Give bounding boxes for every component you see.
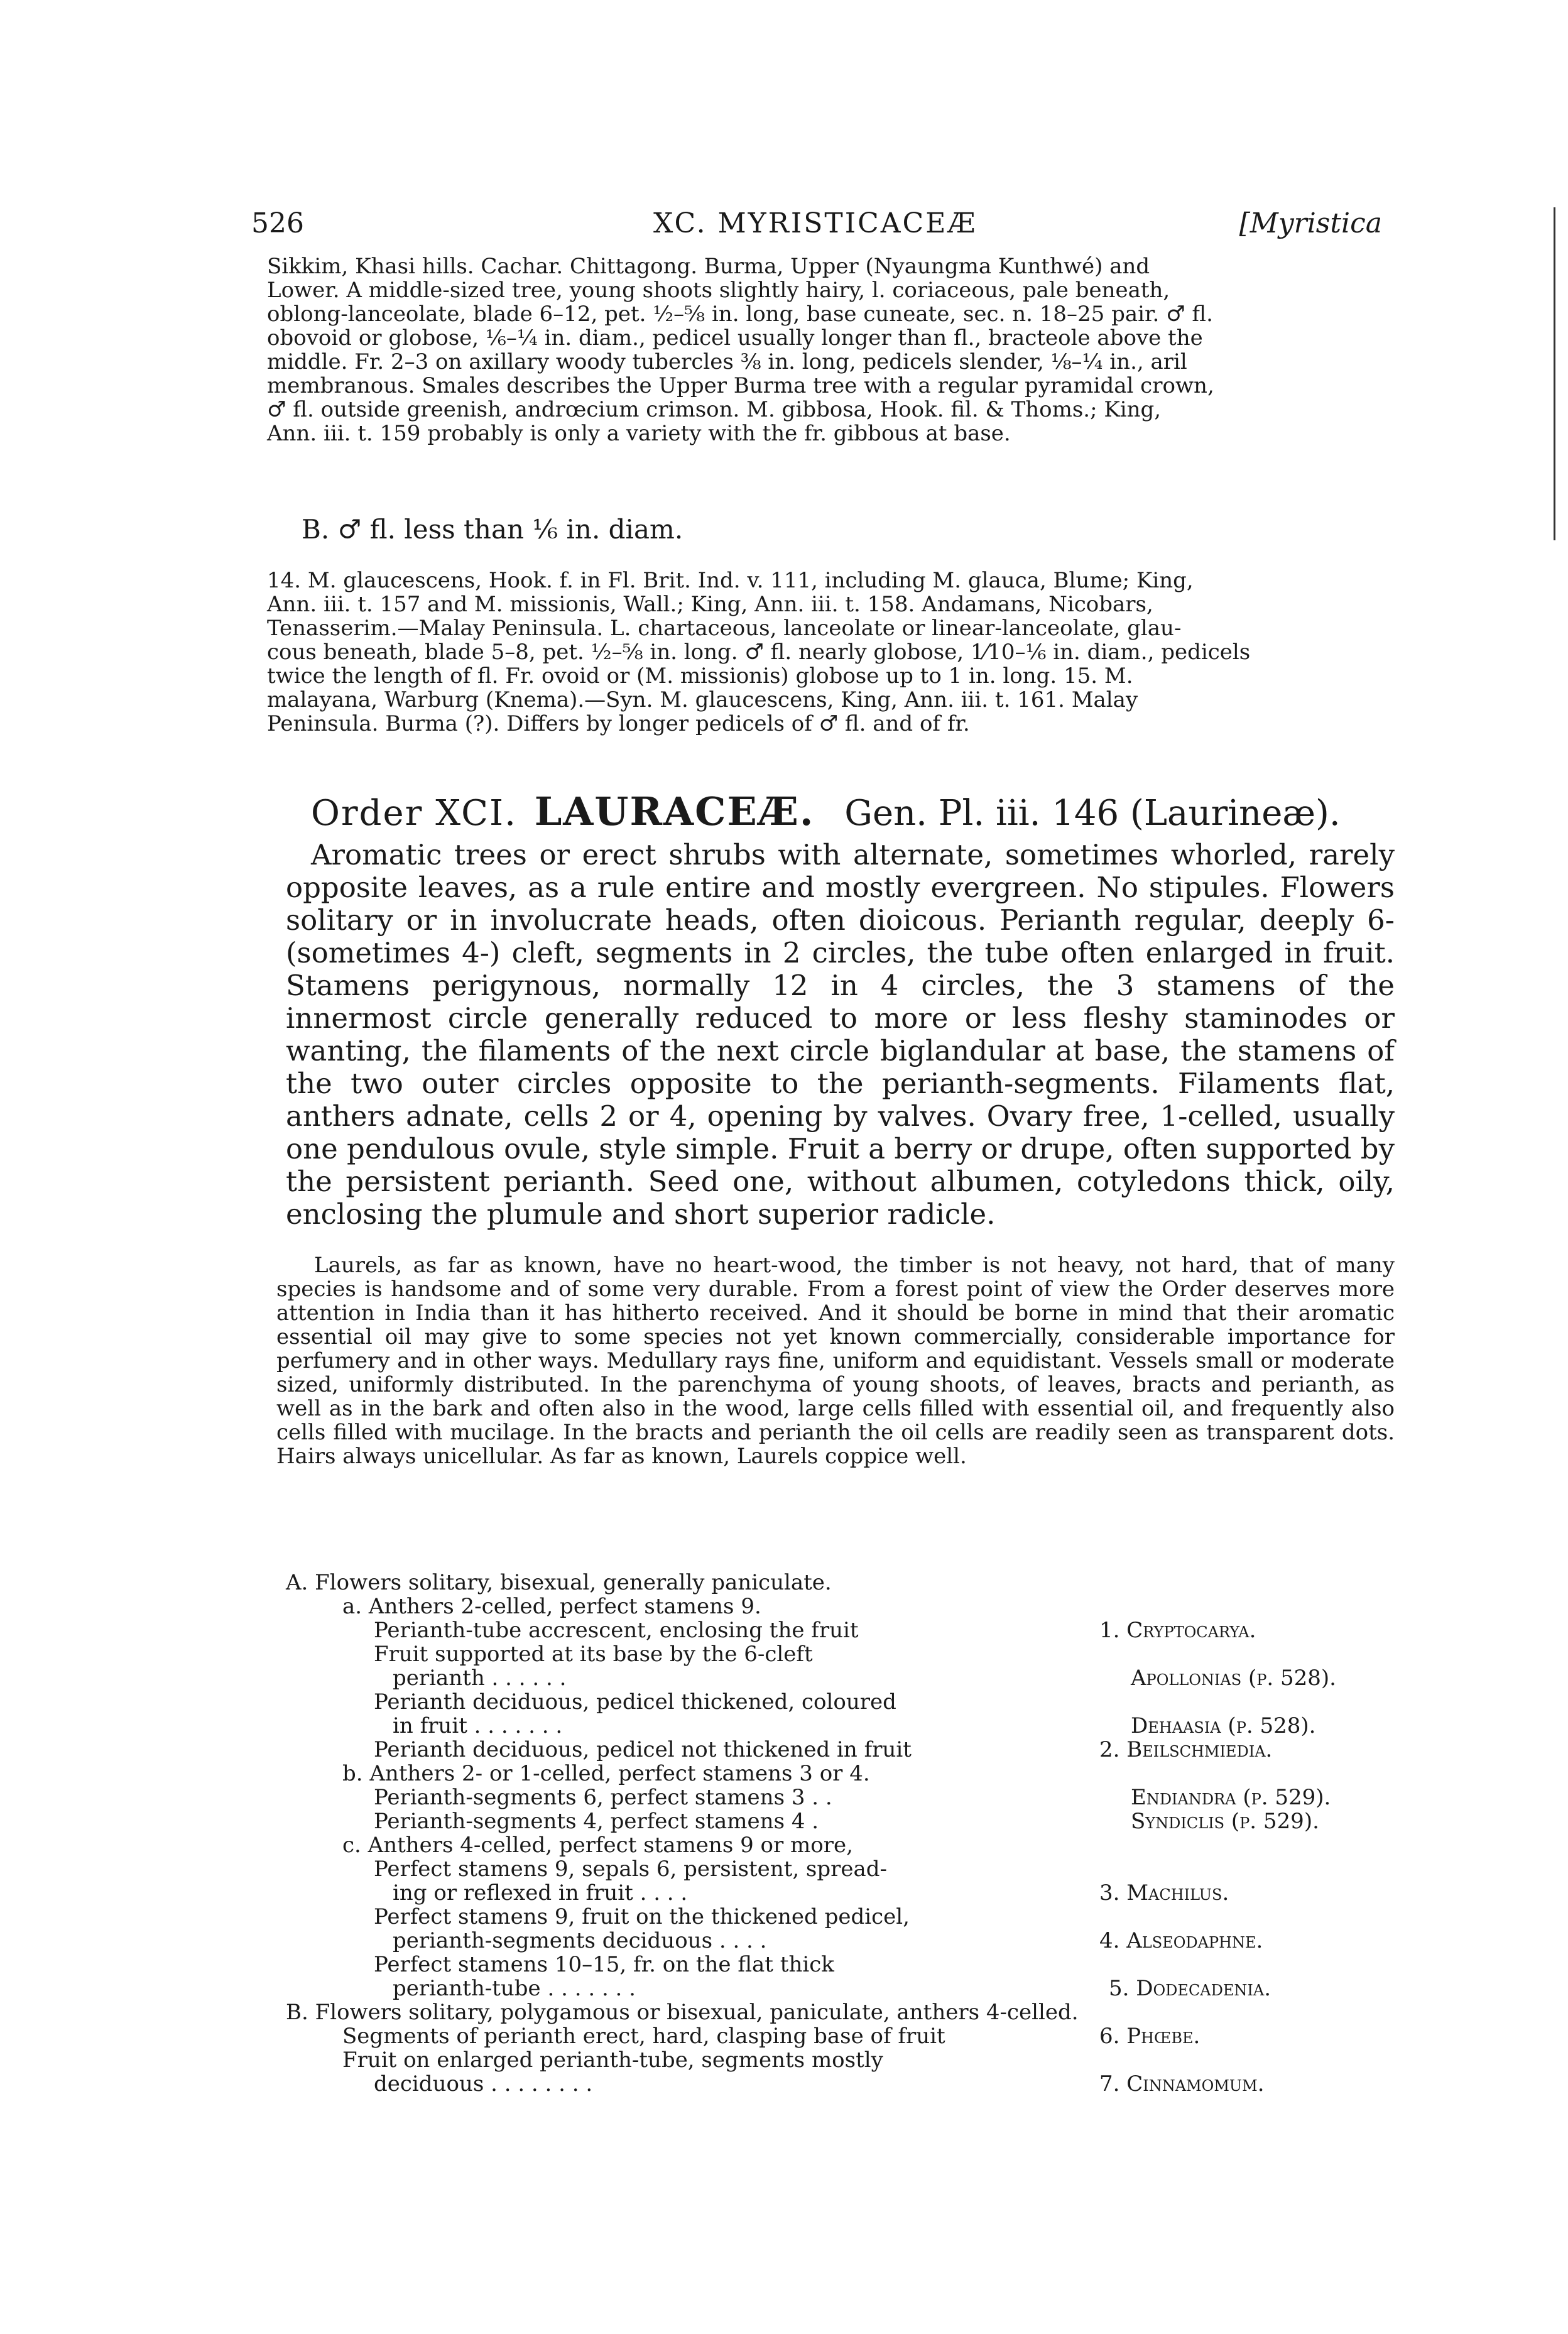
key-text: b. Anthers 2- or 1-celled, perfect stamens 3 or 4.	[342, 1761, 870, 1786]
key-row	[286, 1833, 1404, 1857]
key-text: deciduous . . . . . . . .	[374, 2071, 593, 2097]
key-row	[286, 1666, 1404, 1690]
key-text: perianth-segments deciduous . . . .	[393, 1928, 767, 1953]
key-text: Perianth deciduous, pedicel thickened, coloured	[374, 1689, 896, 1715]
key-row	[286, 1929, 1404, 1953]
genus-name: 5. Dodecadenia.	[1109, 1976, 1271, 2001]
key-text: c. Anthers 4-celled, perfect stamens 9 or more,	[342, 1833, 853, 1858]
key-row	[286, 1905, 1404, 1929]
key-text: Perianth-tube accrescent, enclosing the fruit	[374, 1618, 859, 1643]
key-text: B. Flowers solitary, polygamous or bisexual, paniculate, anthers 4-celled.	[286, 2000, 1079, 2025]
key-row	[286, 1953, 1404, 1977]
key-text: Perfect stamens 9, fruit on the thickened pedicel,	[374, 1904, 910, 1929]
genus-name: 2. Beilschmiedia.	[1099, 1737, 1273, 1762]
key-text: Perianth deciduous, pedicel not thickened in fruit	[374, 1737, 912, 1762]
key-row	[286, 2048, 1404, 2072]
key-row	[286, 1738, 1404, 1762]
genus-name: Dehaasia (p. 528).	[1131, 1713, 1316, 1738]
running-genus: [Myristica	[1239, 207, 1382, 239]
key-row	[286, 2072, 1404, 2096]
section-subheading: B. ♂ fl. less than ⅙ in. diam.	[302, 514, 683, 545]
order-name: LAURACEÆ.	[534, 788, 815, 834]
key-text: perianth-tube . . . . . . .	[393, 1976, 636, 2001]
key-text: Perianth-segments 4, perfect stamens 4 .	[374, 1809, 819, 1834]
key-row	[286, 2000, 1404, 2024]
key-row	[286, 1642, 1404, 1666]
key-row	[286, 1809, 1404, 1833]
key-row	[286, 1618, 1404, 1642]
margin-rule	[1554, 207, 1555, 540]
key-row	[286, 1786, 1404, 1809]
text-line: membranous. Smales describes the Upper Burma tree with a regular pyramidal crown,	[267, 373, 1214, 398]
genera-key	[286, 1571, 1404, 2096]
order-number: Order XCI.	[311, 793, 517, 834]
running-header	[251, 207, 1382, 251]
text-line: twice the length of fl. Fr. ovoid or (M. missionis) globose up to 1 in. long. 15. M.	[267, 663, 1133, 689]
page-number: 526	[251, 207, 304, 239]
order-reference: Gen. Pl. iii. 146 (Laurineæ).	[844, 793, 1341, 834]
key-text: in fruit . . . . . . .	[393, 1713, 563, 1738]
text-line: cous beneath, blade 5–8, pet. ½–⅝ in. long. ♂ fl. nearly globose, 1⁄10–⅙ in. diam., pedicels	[267, 640, 1251, 665]
key-text: A. Flowers solitary, bisexual, generally paniculate.	[286, 1570, 832, 1595]
species-continuation	[267, 254, 1382, 445]
key-text: Fruit supported at its base by the 6-cleft	[374, 1642, 813, 1667]
key-row	[286, 2024, 1404, 2048]
text-line: Ann. iii. t. 159 probably is only a variety with the fr. gibbous at base.	[267, 421, 1011, 446]
genus-name: 4. Alseodaphne.	[1099, 1928, 1263, 1953]
key-text: Perfect stamens 9, sepals 6, persistent, spread-	[374, 1857, 888, 1882]
genus-name: 6. Phœbe.	[1099, 2024, 1200, 2049]
key-text: Perfect stamens 10–15, fr. on the flat thick	[374, 1952, 834, 1977]
text-line: Ann. iii. t. 157 and M. missionis, Wall.; King, Ann. iii. t. 158. Andamans, Nicobars,	[267, 592, 1153, 617]
genus-name: Apollonias (p. 528).	[1131, 1666, 1336, 1691]
key-row	[286, 1881, 1404, 1905]
text-line: Sikkim, Khasi hills. Cachar. Chittagong. Burma, Upper (Nyaungma Kunthwé) and	[267, 254, 1150, 279]
key-row	[286, 1977, 1404, 2000]
key-row	[286, 1762, 1404, 1786]
order-heading	[311, 788, 1410, 834]
genus-name: 7. Cinnamomum.	[1099, 2071, 1265, 2097]
text-line: oblong-lanceolate, blade 6–12, pet. ½–⅝ in. long, base cuneate, sec. n. 18–25 pair. ♂ fl.	[267, 302, 1213, 327]
text-line: middle. Fr. 2–3 on axillary woody tubercles ⅜ in. long, pedicels slender, ⅛–¼ in., aril	[267, 349, 1187, 374]
genus-name: 1. Cryptocarya.	[1099, 1618, 1256, 1643]
key-text: perianth . . . . . .	[393, 1666, 567, 1691]
key-row	[286, 1690, 1404, 1714]
text-line: Lower. A middle-sized tree, young shoots slightly hairy, l. coriaceous, pale beneath,	[267, 278, 1170, 303]
key-text: a. Anthers 2-celled, perfect stamens 9.	[342, 1594, 761, 1619]
text-line: Peninsula. Burma (?). Differs by longer pedicels of ♂ fl. and of fr.	[267, 711, 970, 736]
genus-name: 3. Machilus.	[1099, 1880, 1229, 1906]
key-text: Segments of perianth erect, hard, clasping base of fruit	[342, 2024, 945, 2049]
genus-name: Syndiclis (p. 529).	[1131, 1809, 1319, 1834]
key-row	[286, 1595, 1404, 1618]
text-line: 14. M. glaucescens, Hook. f. in Fl. Brit. Ind. v. 111, including M. glauca, Blume; King,	[267, 568, 1194, 593]
key-row	[286, 1571, 1404, 1595]
key-text: Perianth-segments 6, perfect stamens 3 . .	[374, 1785, 832, 1810]
text-line: Tenasserim.—Malay Peninsula. L. chartaceous, lanceolate or linear-lanceolate, glau-	[267, 616, 1182, 641]
key-text: Fruit on enlarged perianth-tube, segments mostly	[342, 2048, 883, 2073]
genus-name: Endiandra (p. 529).	[1131, 1785, 1331, 1810]
order-notes	[276, 1253, 1395, 1468]
key-row	[286, 1714, 1404, 1738]
key-text: ing or reflexed in fruit . . . .	[393, 1880, 688, 1906]
text-line: obovoid or globose, ⅙–¼ in. diam., pedicel usually longer than fl., bracteole above the	[267, 325, 1203, 351]
notes-paragraph: Laurels, as far as known, have no heart-wood, the timber is not heavy, not hard, that of many species is handsome and of some very durable. From a forest point of view the Order deserves more attention in India than it has hitherto received. And it should be borne in mind that their aromatic essential oil may give to some species not yet known commercially, considerable importance for perfumery and in other ways. Medullary rays fine, uniform and equidistant. Vessels small or moderate sized, uniformly distributed. In the parenchyma of young shoots, of leaves, bracts and perianth, as well as in the bark and often also in the wood, large cells filled with essential oil, and frequently also cells filled with mucilage. In the bracts and perianth the oil cells are readily seen as transparent dots. Hairs always unicellular. As far as known, Laurels coppice well.	[276, 1253, 1395, 1469]
text-line: ♂ fl. outside greenish, andrœcium crimson. M. gibbosa, Hook. fil. & Thoms.; King,	[267, 397, 1162, 422]
species-entry-14	[267, 569, 1382, 736]
text-line: malayana, Warburg (Knema).—Syn. M. glaucescens, King, Ann. iii. t. 161. Malay	[267, 687, 1138, 712]
order-description: Aromatic trees or erect shrubs with alternate, sometimes whorled, rarely opposite leaves, as a rule entire and mostly evergreen. No stipules. Flowers solitary or in involucrate heads, often dioicous. Perianth regular, deeply 6- (sometimes 4-) cleft, segments in 2 circles, the tube often enlarged in fruit. Stamens perigynous, normally 12 in 4 circles, the 3 stamens of the innermost circle generally reduced to more or less fleshy staminodes or wanting, the filaments of the next circle biglandular at base, the stamens of the two outer circles opposite to the perianth-segments. Filaments flat, anthers adnate, cells 2 or 4, opening by valves. Ovary free, 1-celled, usually one pendulous ovule, style simple. Fruit a berry or drupe, often supported by the persistent perianth. Seed one, without albumen, cotyledons thick, oily, enclosing the plumule and short superior radicle.	[286, 838, 1395, 1231]
running-title: XC. MYRISTICACEÆ	[653, 207, 977, 239]
key-row	[286, 1857, 1404, 1881]
